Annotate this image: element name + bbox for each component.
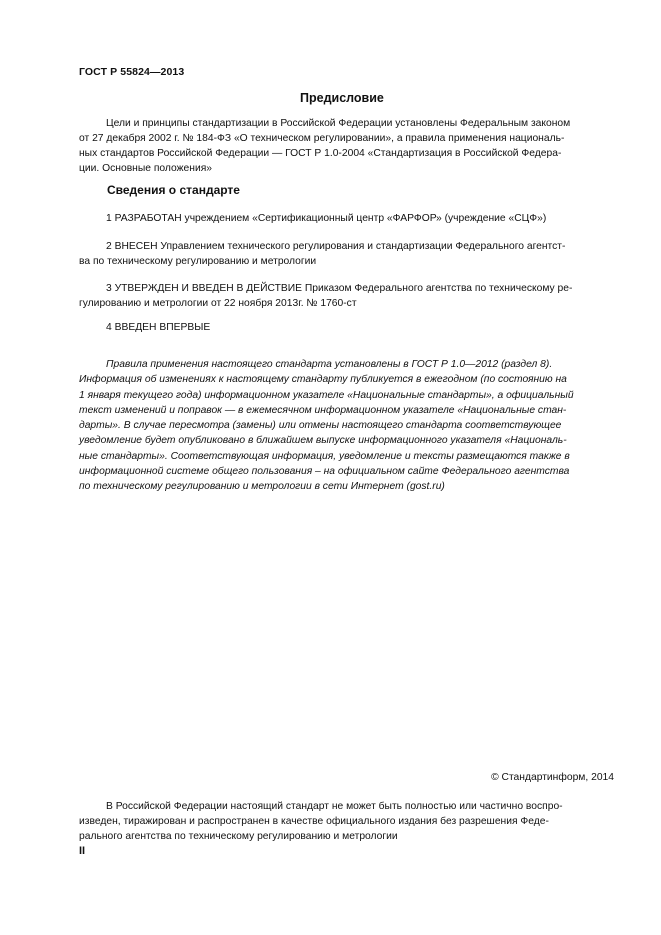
preface-paragraph [79, 116, 614, 176]
text-line: ные стандарты». Соответствующая информация, уведомление и тексты размещаются также в [79, 450, 570, 462]
text-line: информационной системе общего пользования – на официальном сайте Федерального агентства [79, 466, 570, 478]
info-item-2 [79, 239, 614, 269]
text-line: В Российской Федерации настоящий стандарт не может быть полностью или частично воспро- [106, 801, 563, 812]
text-line: 1 РАЗРАБОТАН учреждением «Сертификационный центр «ФАРФОР» (учреждение «СЦФ») [106, 213, 547, 224]
info-item-3 [79, 281, 614, 311]
preface-title: Предисловие [300, 91, 384, 105]
text-line: Правила применения настоящего стандарта установлены в ГОСТ Р 1.0—2012 (раздел 8). [106, 359, 553, 370]
text-line: Цели и принципы стандартизации в Российской Федерации установлены Федеральным законом [106, 118, 571, 129]
text-line: текст изменений и поправок — в ежемесячном информационном указателе «Национальные стан- [79, 404, 567, 416]
text-line: гулированию и метрологии от 22 ноября 2013г. № 1760-ст [79, 298, 357, 309]
usage-notice [79, 357, 614, 495]
standard-code-header: ГОСТ Р 55824—2013 [79, 66, 185, 78]
reproduction-notice [79, 799, 614, 844]
info-item-1 [79, 211, 614, 226]
text-line: 2 ВНЕСЕН Управлением технического регулирования и стандартизации Федерального агентст- [106, 241, 566, 252]
text-line: Информация об изменениях к настоящему стандарту публикуется в ежегодном (по состоянию на [79, 374, 567, 386]
text-line: 4 ВВЕДЕН ВПЕРВЫЕ [106, 322, 211, 333]
text-line: 1 января текущего года) информационном указателе «Национальные стандарты», а официальный [79, 389, 574, 401]
text-line: уведомление будет опубликовано в ближайшем выпуске информационного указателя «Националь- [79, 435, 567, 447]
text-line: рального агентства по техническому регулированию и метрологии [79, 831, 398, 842]
standard-info-title: Сведения о стандарте [107, 183, 240, 197]
page-number: II [79, 845, 86, 857]
text-line: по техническому регулированию и метрологии в сети Интернет (gost.ru) [79, 481, 445, 493]
text-line: изведен, тиражирован и распространен в качестве официального издания без разрешения Феде- [79, 816, 549, 827]
text-line: ва по техническому регулированию и метрологии [79, 256, 317, 267]
info-item-4 [79, 320, 614, 335]
text-line: ции. Основные положения» [79, 163, 213, 174]
copyright-notice: © Стандартинформ, 2014 [491, 772, 614, 783]
text-line: ных стандартов Российской Федерации — ГОСТ Р 1.0-2004 «Стандартизация в Российской Федера- [79, 148, 562, 159]
text-line: дарты». В случае пересмотра (замены) или отмены настоящего стандарта соответствующее [79, 420, 562, 432]
text-line: от 27 декабря 2002 г. № 184-ФЗ «О техническом регулировании», а правила применения националь- [79, 133, 565, 144]
text-line: 3 УТВЕРЖДЕН И ВВЕДЕН В ДЕЙСТВИЕ Приказом Федерального агентства по техническому ре- [106, 283, 573, 294]
